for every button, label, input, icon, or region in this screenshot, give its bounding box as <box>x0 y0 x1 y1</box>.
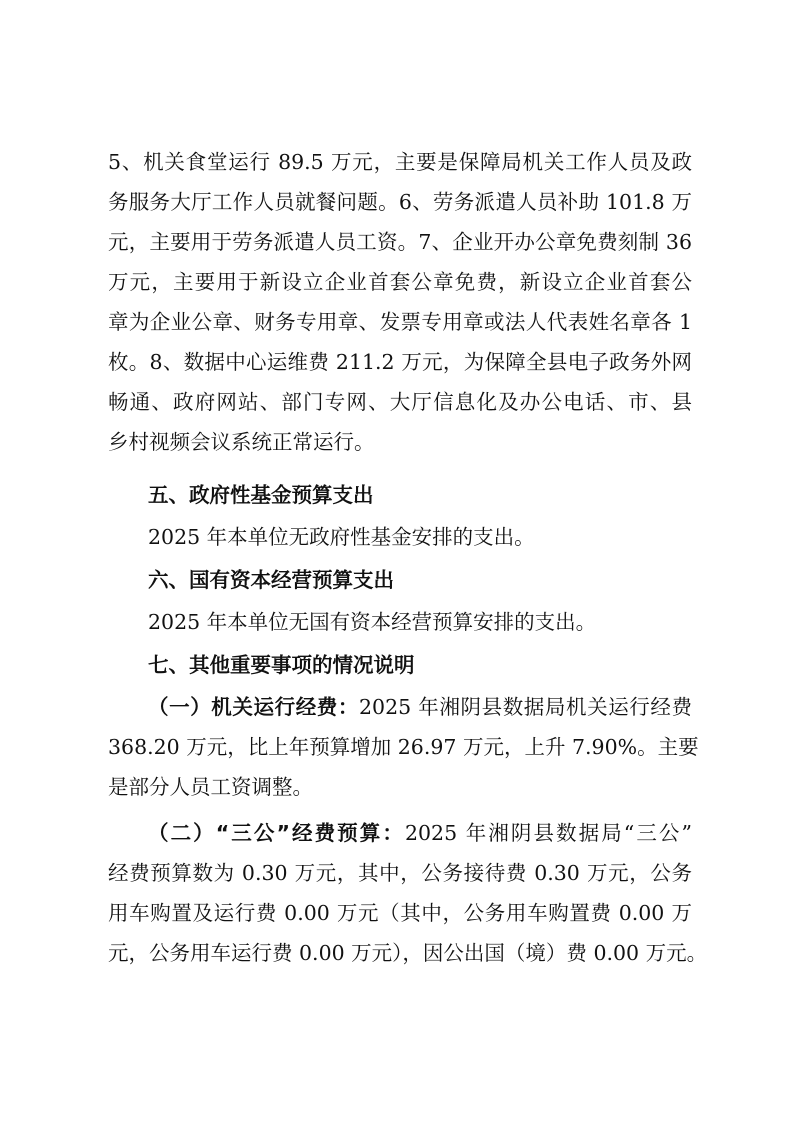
section-text-government-fund: 2025 年本单位无政府性基金安排的支出。 <box>148 525 535 549</box>
item-first-line <box>108 687 692 727</box>
item-text: 2025 年湘阴县数据局机关运行经费 <box>359 695 693 719</box>
text-line: 畅通、政府网站、部门专网、大厅信息化及办公电话、市、县 <box>108 390 692 414</box>
item-three-public-expenses <box>108 813 708 973</box>
section-heading-government-fund: 五、政府性基金预算支出 <box>148 483 374 507</box>
section-text-state-capital: 2025 年本单位无国有资本经营预算安排的支出。 <box>148 610 597 634</box>
text-line: 枚。8、数据中心运维费 211.2 万元，为保障全县电子政务外网 <box>108 350 692 374</box>
paragraph-operations-items <box>108 142 692 462</box>
item-text: 2025 年湘阴县数据局“三公” <box>404 821 692 845</box>
text-line: 务服务大厅工作人员就餐问题。6、劳务派遣人员补助 101.8 万 <box>108 190 692 214</box>
item-label: （一）机关运行经费： <box>148 695 360 719</box>
text-line: 万元，主要用于新设立企业首套公章免费，新设立企业首套公 <box>108 270 692 294</box>
item-label: （二）“三公”经费预算： <box>148 821 405 845</box>
text-line: 乡村视频会议系统正常运行。 <box>108 430 375 454</box>
text-line: 368.20 万元，比上年预算增加 26.97 万元，上升 7.90%。主要 <box>108 735 699 759</box>
text-line: 章为企业公章、财务专用章、发票专用章或法人代表姓名章各 1 <box>108 310 692 334</box>
text-line: 元，主要用于劳务派遣人员工资。7、企业开办公章免费刻制 36 <box>108 230 692 254</box>
section-heading-state-capital: 六、国有资本经营预算支出 <box>148 568 394 592</box>
item-operating-expenses <box>108 687 699 807</box>
section-heading-other-matters: 七、其他重要事项的情况说明 <box>148 653 415 677</box>
text-line: 是部分人员工资调整。 <box>108 775 313 799</box>
text-line: 元，公务用车运行费 0.00 万元），因公出国（境）费 0.00 万元。 <box>108 941 708 965</box>
text-line: 5、机关食堂运行 89.5 万元，主要是保障局机关工作人员及政 <box>108 150 692 174</box>
item-first-line <box>108 813 692 853</box>
text-line: 用车购置及运行费 0.00 万元（其中，公务用车购置费 0.00 万 <box>108 901 692 925</box>
text-line: 经费预算数为 0.30 万元，其中，公务接待费 0.30 万元，公务 <box>108 861 692 885</box>
